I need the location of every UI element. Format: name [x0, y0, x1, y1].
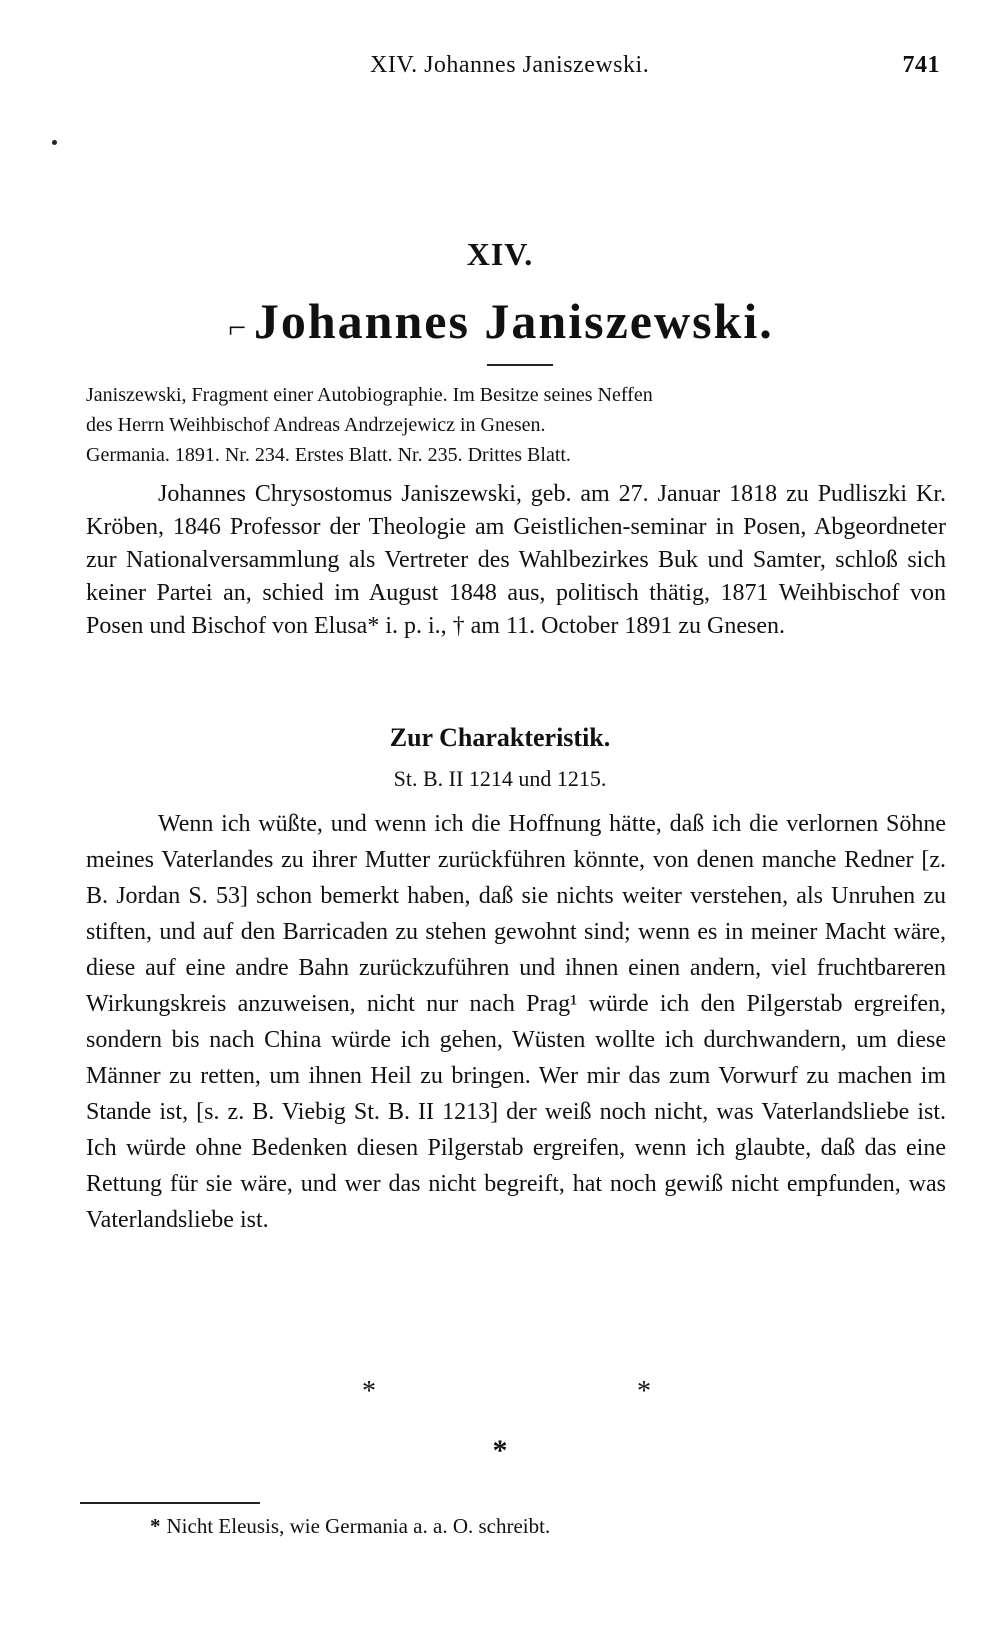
section-heading: Zur Charakteristik. — [389, 723, 611, 752]
footnote-mark: * — [150, 1514, 161, 1538]
biography-paragraph: Johannes Chrysostomus Janiszewski, geb. am 27. Januar 1818 zu Pudliszki Kr. Kröben, 1846 Professor der Theologie am Geistlichen-seminar in Posen, Abgeordneter zur Nationalversammlung als Vertreter des Wahlbezirkes Buk und Samter, schloß sich keiner Partei an, schied im August 1848 aus, politisch thätig, 1871 Weihbischof von Posen und Bischof von Elusa* i. p. i., † am 11. October 1891 zu Gnesen. — [86, 481, 946, 639]
speech-paragraph: Wenn ich wüßte, und wenn ich die Hoffnung hätte, daß ich die verlornen Söhne meines Vaterlandes zu ihrer Mutter zurückführen könnte, von denen manche Redner [z. B. Jordan S. 53] schon bemerkt haben, daß sie nichts weiter verstehen, als Unruhen zu stiften, und auf den Barricaden zu stehen gewohnt sind; wenn es in meiner Macht wäre, diese auf eine andre Bahn zurückzuführen und ihnen einen andern, viel fruchtbareren Wirkungskreis anzuweisen, nicht nur nach Prag¹ würde ich den Pilgerstab ergreifen, sondern bis nach China würde ich gehen, Wüsten wollte ich durchwandern, um diese Männer zu retten, um ihnen Heil zu bringen. Wer mir das zum Vorwurf zu machen im Stande ist, [s. z. B. Viebig St. B. II 1213] der weiß noch nicht, was Vaterlandsliebe ist. Ich würde ohne Bedenken diesen Pilgerstab ergreifen, wenn ich glaubte, daß das eine Rettung für sie wäre, und wer das nicht begreift, hat noch gewiß nicht empfunden, was Vaterlandsliebe ist. — [86, 811, 946, 1233]
speech-text — [86, 806, 946, 1238]
asterisk-center: * — [492, 1434, 508, 1467]
running-head — [80, 52, 940, 92]
footnote-divider — [80, 1502, 260, 1504]
chapter-title-line — [0, 292, 1000, 350]
asterisk-right: * — [637, 1376, 651, 1407]
asterisk-left: * — [362, 1376, 376, 1407]
page-number: 741 — [902, 52, 940, 78]
ink-speck — [52, 140, 57, 145]
source-citation — [86, 380, 946, 470]
chapter-title: Johannes Janiszewski. — [253, 293, 774, 349]
source-line: des Herrn Weihbischof Andreas Andrzejewicz in Gnesen. — [86, 414, 546, 436]
biography-block — [86, 478, 946, 643]
section-reference: St. B. II 1214 und 1215. — [393, 766, 607, 791]
footnote — [150, 1514, 930, 1539]
margin-mark: ⌐ — [226, 309, 250, 345]
chapter-number: XIV. — [466, 236, 534, 272]
source-line: Germania. 1891. Nr. 234. Erstes Blatt. Nr. 235. Drittes Blatt. — [86, 444, 571, 466]
source-line: Janiszewski, Fragment einer Autobiographie. Im Besitze seines Neffen — [86, 384, 653, 406]
title-divider — [487, 364, 553, 366]
footnote-text: Nicht Eleusis, wie Germania a. a. O. schreibt. — [166, 1514, 551, 1538]
running-head-title: XIV. Johannes Janiszewski. — [370, 52, 650, 78]
asterisk-separator — [0, 1376, 1000, 1416]
